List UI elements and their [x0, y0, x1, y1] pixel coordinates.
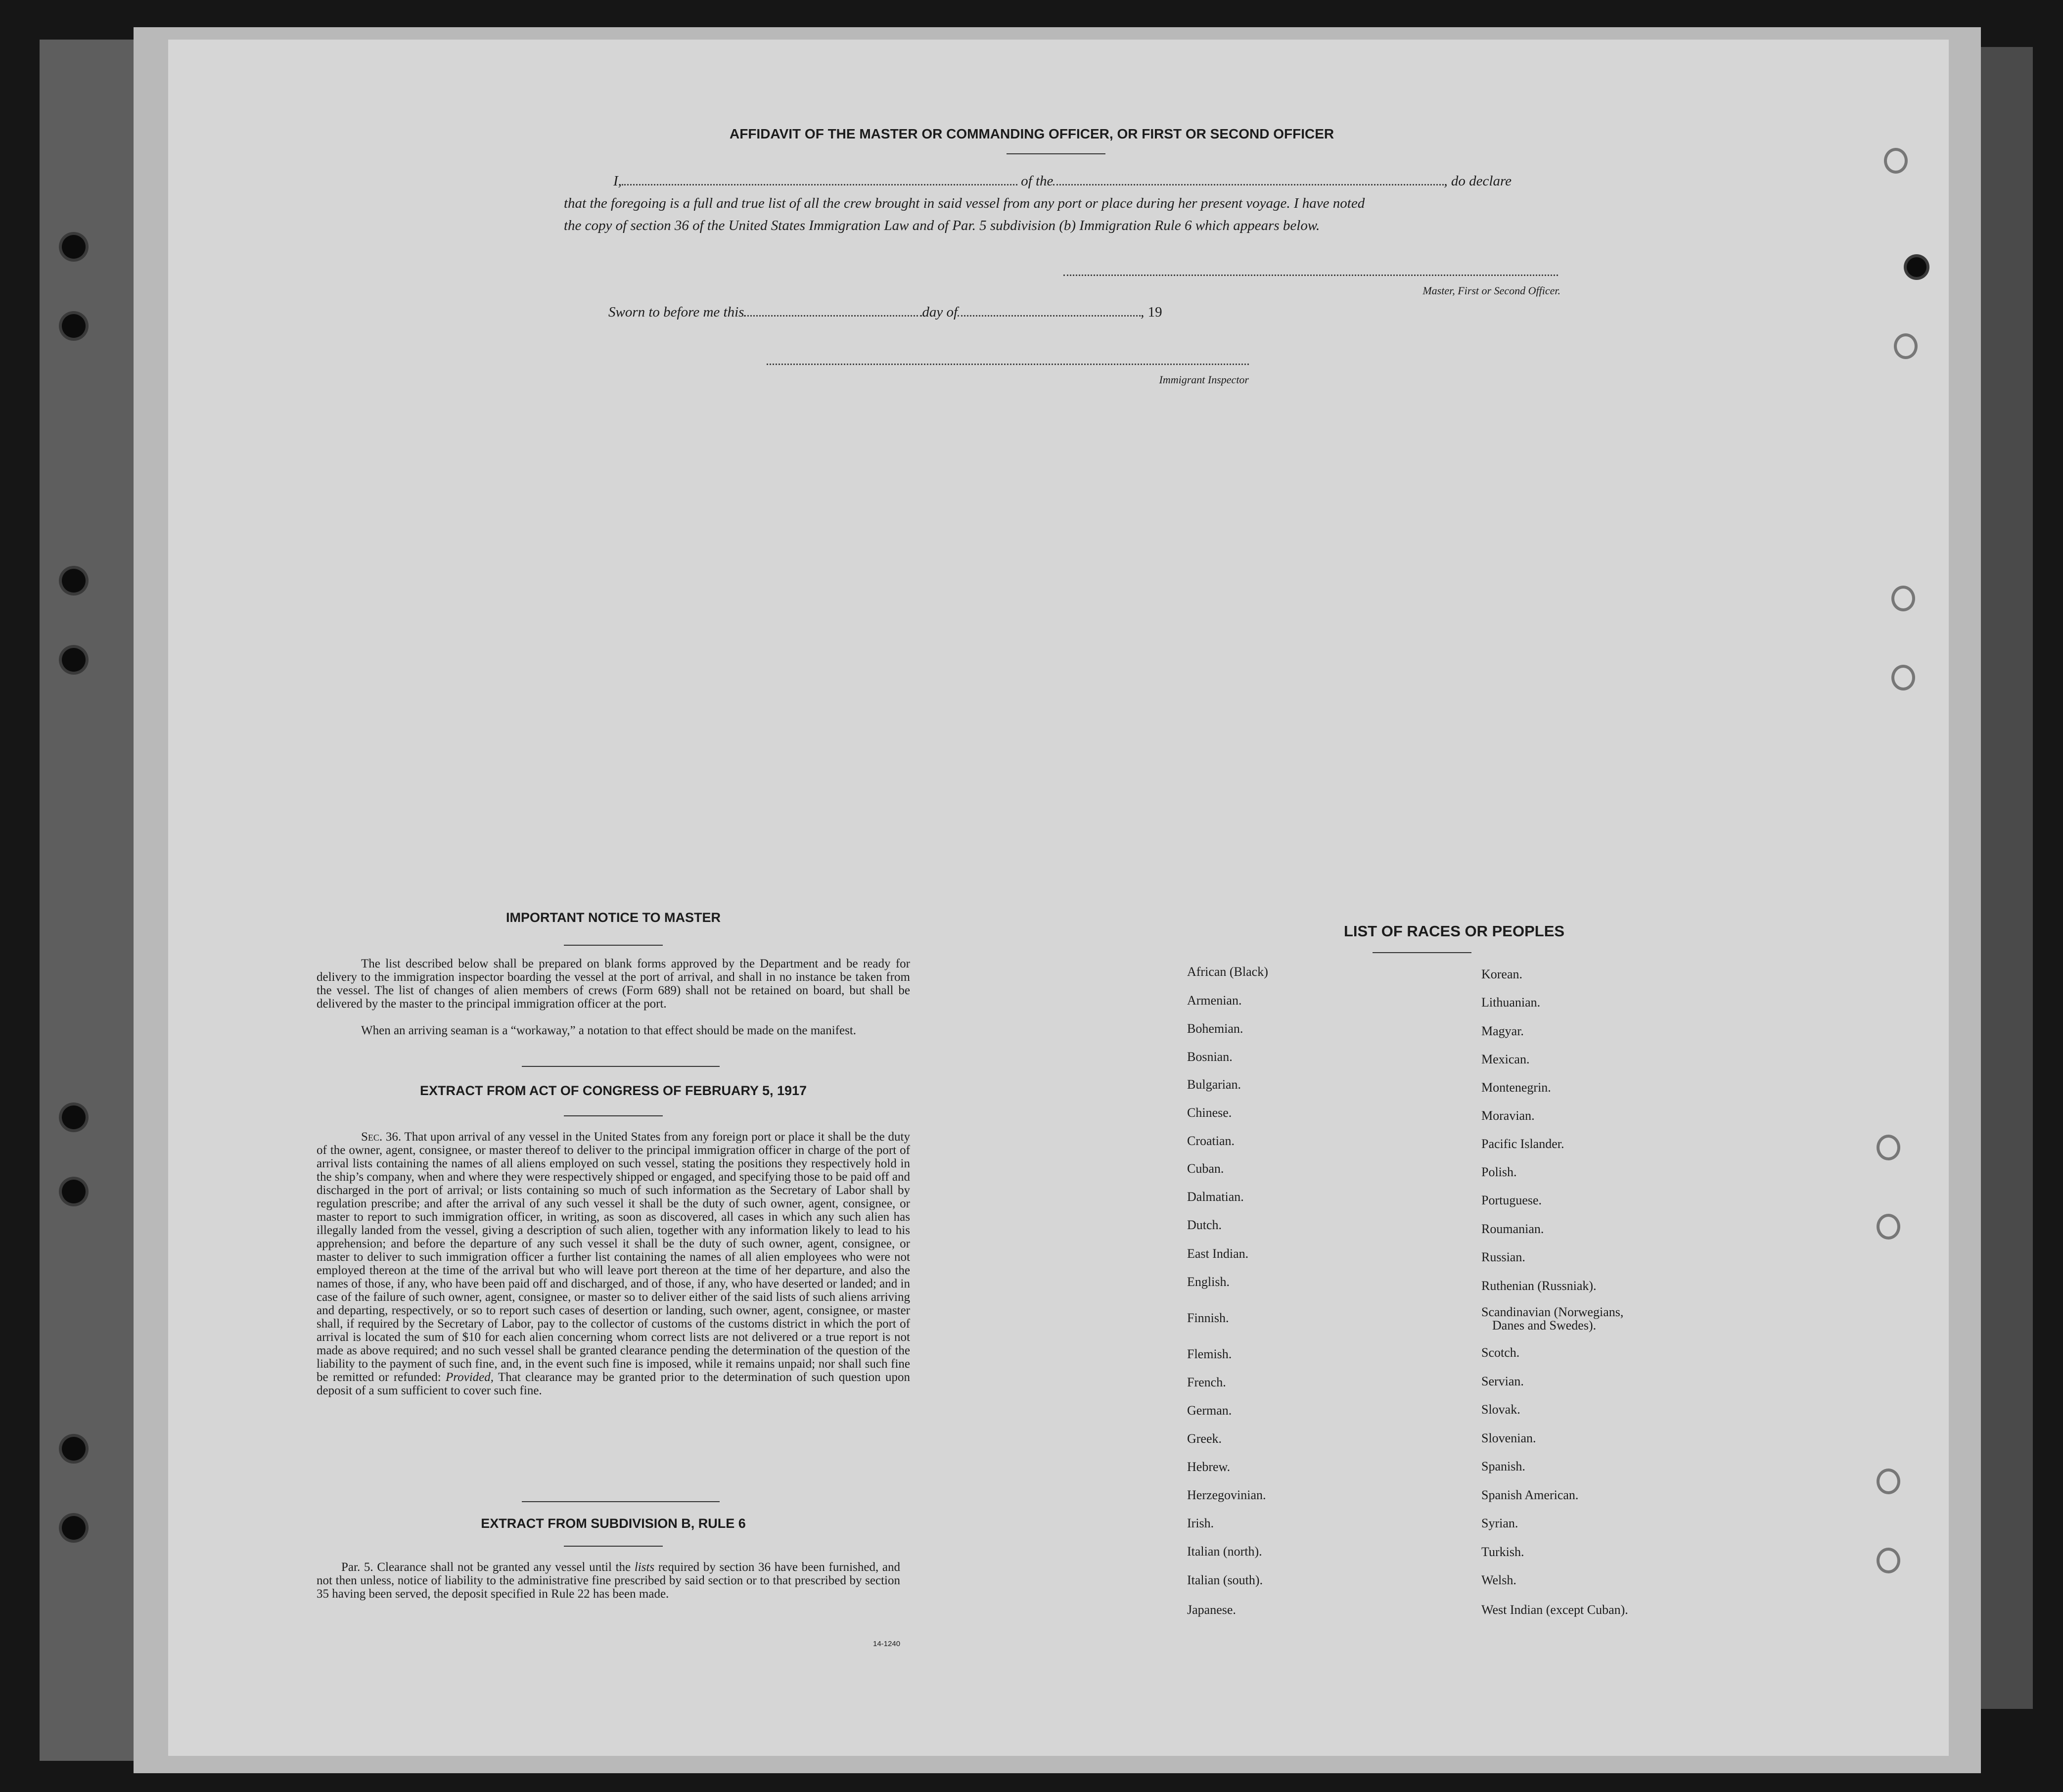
title-underline: [1007, 153, 1105, 154]
binder-hole-icon: [62, 1516, 86, 1540]
punch-hole-icon: [1894, 589, 1912, 608]
affidavit-line-1: [613, 173, 1721, 189]
rule-text-pre: Par. 5. Clearance shall not be granted any vessel until the: [341, 1561, 631, 1574]
race-item: Polish.: [1481, 1165, 1517, 1179]
act-text: That upon arrival of any vessel in the United States from any foreign port or place it shall be the duty of the owner, agent, consignee, or master thereof to deliver to the principal immigration officer in charge of the port of arrival lists containing the names of all aliens employed on such vessel, stating the positions they respectively hold in the ship’s company, when and where they were respectively shipped or engaged, and specifying those to be paid off and discharged in the port of arrival; or lists containing so much of such information as the Secretary of Labor shall by regulation prescribe; and after the arrival of any such vessel it shall be the duty of such owner, agent, consignee, or master to report to such immigration officer, in writing, as soon as discovered, all cases in which any such alien has illegally landed from the vessel, giving a description of such alien, together with any information likely to lead to his apprehension; and before the departure of any such vessel it shall be the duty of such owner, agent, consignee, or master to deliver to such immigration officer a further list containing the names of all alien employees who were not employed thereon at the time of the arrival but who will leave port thereon at the time of her departure, and also the names of those, if any, who have been paid off and discharged, and of those, if any, who have deserted or landed; and in case of the failure of such owner, agent, consignee, or master so to deliver either of the said lists of such aliens arriving and departing, respectively, or so to report such cases of desertion or landing, such owner, agent, consignee, or master shall, if required by the Secretary of Labor, pay to the collector of customs of the customs district in which the port of arrival is located the sum of $10 for each alien concerning whom correct lists are not delivered or a true report is not made as above required; and no such vessel shall be granted clearance pending the determination of the question of the liability to the payment of such fine, and, in the event such fine is imposed, while it remains unpaid; nor shall such fine be remitted or refunded:: [317, 1130, 910, 1384]
race-item: Scandinavian (Norwegians,: [1481, 1305, 1624, 1319]
manifest-page: [168, 40, 1949, 1756]
punch-hole-icon: [1880, 1551, 1897, 1570]
affidavit-title: AFFIDAVIT OF THE MASTER OR COMMANDING OFFICER, OR FIRST OR SECOND OFFICER: [730, 126, 1334, 141]
punch-hole-icon: [1894, 668, 1912, 688]
notice-para-2: When an arriving seaman is a “workaway,” a notation to that effect should be made on the manifest.: [361, 1024, 857, 1037]
race-item: Syrian.: [1481, 1516, 1518, 1530]
notice-title: IMPORTANT NOTICE TO MASTER: [506, 910, 721, 925]
act-underline: [564, 1115, 663, 1116]
race-item: Montenegrin.: [1481, 1080, 1551, 1095]
sworn-month-field[interactable]: [958, 315, 1141, 317]
sworn-year-label: , 19: [1141, 304, 1162, 320]
sworn-day-field[interactable]: [744, 315, 922, 317]
binder-hole-icon: [62, 1105, 86, 1129]
punch-hole-icon: [1880, 1471, 1897, 1491]
race-item: Irish.: [1187, 1516, 1214, 1530]
race-item: Bulgarian.: [1187, 1077, 1241, 1092]
notice-divider: [522, 1066, 720, 1067]
race-item: Pacific Islander.: [1481, 1137, 1564, 1151]
race-item: German.: [1187, 1403, 1232, 1418]
signature-label: Master, First or Second Officer.: [1422, 284, 1560, 297]
race-item: Italian (north).: [1187, 1544, 1262, 1559]
punch-hole-icon: [1880, 1138, 1897, 1157]
races-title: LIST OF RACES OR PEOPLES: [1343, 922, 1565, 940]
binder-hole-icon: [62, 569, 86, 593]
race-item: Scotch.: [1481, 1345, 1520, 1360]
rule-text-lists: lists: [634, 1561, 655, 1574]
affidavit-line-3: the copy of section 36 of the United States Immigration Law and of Par. 5 subdivision (b) Immigration Rule 6 which appears below.: [564, 218, 1320, 233]
race-item: East Indian.: [1187, 1246, 1249, 1261]
race-item: African (Black): [1187, 965, 1268, 979]
inspector-label: Immigrant Inspector: [1159, 373, 1249, 386]
binder-hole-icon: [62, 1437, 86, 1461]
rule-underline: [564, 1546, 663, 1547]
race-item: Cuban.: [1187, 1161, 1224, 1176]
race-item: Lithuanian.: [1481, 995, 1541, 1010]
act-proviso-label: Provided,: [446, 1371, 494, 1384]
notice-underline: [564, 945, 663, 946]
vessel-field[interactable]: [1053, 184, 1444, 185]
race-item: Croatian.: [1187, 1134, 1235, 1148]
punch-hole-icon: [1897, 336, 1915, 356]
race-item: Japanese.: [1187, 1603, 1236, 1617]
race-item: Spanish American.: [1481, 1488, 1579, 1502]
race-item: Chinese.: [1187, 1105, 1232, 1120]
notice-para-1: The list described below shall be prepared on blank forms approved by the Department and be ready for delivery to the immigration inspector boarding the vessel at the port of arrival, and shall in no instance be taken from the vessel. The list of changes of alien members of crews (Form 689) shall not be retained on board, but shall be delivered by the master to the principal immigration officer at the port.: [317, 957, 910, 1011]
race-item: French.: [1187, 1375, 1226, 1389]
race-item: Dalmatian.: [1187, 1190, 1244, 1204]
race-item: West Indian (except Cuban).: [1481, 1603, 1628, 1617]
name-field[interactable]: [622, 184, 1017, 185]
affidavit-of-label: of the: [1021, 173, 1054, 189]
act-proviso-text: That clearance may be granted prior to the determination of such question upon deposit of a sum sufficient to cover such fine.: [317, 1371, 911, 1397]
binder-hole-icon: [62, 314, 86, 338]
form-number: 14-1240: [873, 1640, 901, 1648]
affidavit-i-label: I,: [613, 173, 622, 189]
punch-hole-icon: [1907, 257, 1926, 277]
rule-title: EXTRACT FROM SUBDIVISION B, RULE 6: [481, 1516, 746, 1531]
race-item: Slovak.: [1481, 1402, 1520, 1417]
races-underline: [1373, 952, 1471, 953]
binder-hole-icon: [62, 648, 86, 672]
race-item: Bohemian.: [1187, 1021, 1243, 1036]
race-item: Roumanian.: [1481, 1222, 1544, 1236]
race-item: Russian.: [1481, 1250, 1525, 1264]
race-item: Greek.: [1187, 1431, 1222, 1446]
race-item: Finnish.: [1187, 1311, 1229, 1325]
binder-hole-icon: [62, 1180, 86, 1203]
act-section-label: Sec. 36.: [361, 1130, 402, 1144]
act-divider: [522, 1501, 720, 1502]
race-item: Herzegovinian.: [1187, 1488, 1266, 1502]
punch-hole-icon: [1887, 151, 1905, 171]
race-item: Moravian.: [1481, 1108, 1535, 1123]
race-item: Magyar.: [1481, 1024, 1524, 1038]
race-item: Hebrew.: [1187, 1460, 1231, 1474]
signature-line[interactable]: [1063, 275, 1558, 276]
race-item: Welsh.: [1481, 1573, 1516, 1587]
race-item: Turkish.: [1481, 1545, 1524, 1559]
sworn-day-label: day of: [922, 304, 958, 320]
rule-body: [317, 1561, 900, 1601]
affidavit-line-2: that the foregoing is a full and true list of all the crew brought in said vessel from any port or place during her present voyage. I have noted: [564, 195, 1365, 211]
binder-hole-icon: [62, 235, 86, 259]
race-item: Slovenian.: [1481, 1431, 1536, 1445]
sworn-prefix: Sworn to before me this: [608, 304, 744, 320]
race-item: Flemish.: [1187, 1347, 1232, 1361]
race-item: Servian.: [1481, 1374, 1524, 1388]
race-item: Armenian.: [1187, 993, 1242, 1008]
sworn-line: [608, 304, 1301, 321]
race-item: Danes and Swedes).: [1492, 1318, 1597, 1333]
race-item: Ruthenian (Russniak).: [1481, 1279, 1597, 1293]
affidavit-declare-label: , do declare: [1444, 173, 1512, 189]
race-item: Korean.: [1481, 967, 1523, 981]
race-item: Mexican.: [1481, 1052, 1530, 1066]
act-title: EXTRACT FROM ACT OF CONGRESS OF FEBRUARY 5, 1917: [419, 1083, 807, 1098]
race-item: Spanish.: [1481, 1459, 1525, 1473]
rule-text-post: required by section 36 have been furnished, and not then unless, notice of liability to the administrative fine prescribed by said section or to that prescribed by section 35 having been served, the deposit specified in Rule 22 has been made.: [317, 1561, 901, 1601]
act-body: [317, 1130, 910, 1397]
punch-hole-icon: [1880, 1217, 1897, 1237]
race-item: Bosnian.: [1187, 1050, 1233, 1064]
race-item: English.: [1187, 1275, 1230, 1289]
race-item: Portuguese.: [1481, 1193, 1542, 1207]
race-item: Italian (south).: [1187, 1573, 1263, 1587]
inspector-signature-line[interactable]: [767, 364, 1249, 365]
race-item: Dutch.: [1187, 1218, 1222, 1232]
